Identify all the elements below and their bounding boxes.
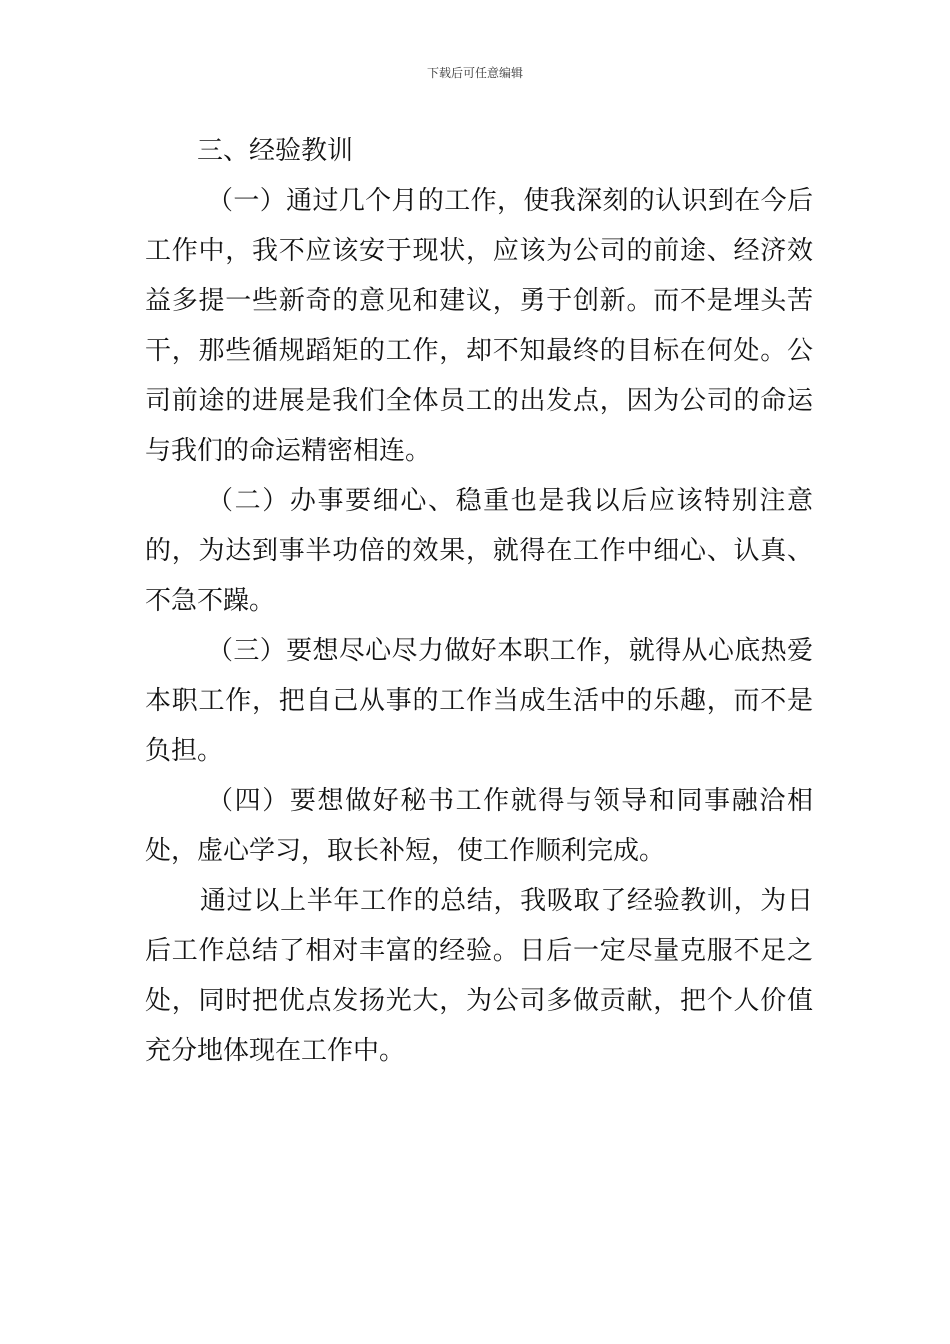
paragraph-lesson-2: （二）办事要细心、稳重也是我以后应该特别注意的，为达到事半功倍的效果，就得在工作中细心、认真、不急不躁。 (145, 486, 813, 616)
document-body (145, 126, 813, 1076)
paragraph-lesson-3: （三）要想尽心尽力做好本职工作，就得从心底热爱本职工作，把自己从事的工作当成生活中的乐趣，而不是负担。 (145, 636, 813, 766)
paragraph-lesson-1: （一）通过几个月的工作，使我深刻的认识到在今后工作中，我不应该安于现状，应该为公司的前途、经济效益多提一些新奇的意见和建议，勇于创新。而不是埋头苦干，那些循规蹈矩的工作，却不知最终的目标在何处。公司前途的进展是我们全体员工的出发点，因为公司的命运与我们的命运精密相连。 (145, 186, 813, 466)
section-heading: 三、经验教训 (197, 136, 354, 166)
page-header-text: 下载后可任意编辑 (426, 66, 523, 80)
paragraph-conclusion: 通过以上半年工作的总结，我吸取了经验教训，为日后工作总结了相对丰富的经验。日后一定尽量克服不足之处，同时把优点发扬光大，为公司多做贡献，把个人价值充分地体现在工作中。 (145, 886, 813, 1066)
paragraph-lesson-4: （四）要想做好秘书工作就得与领导和同事融洽相处，虚心学习，取长补短，使工作顺利完成。 (145, 786, 813, 866)
